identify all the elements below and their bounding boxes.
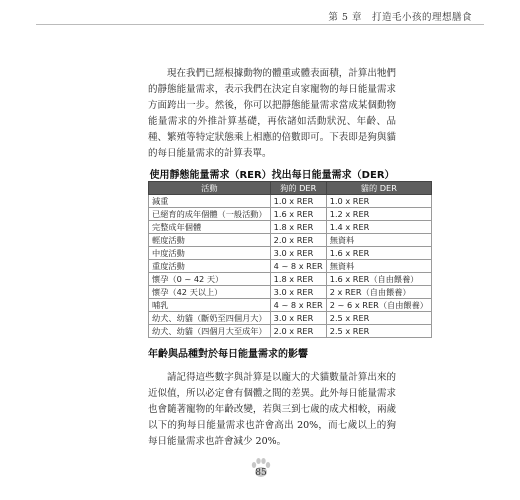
cat-der-cell: 1.6 x RER（自由餵養） xyxy=(326,273,431,286)
activity-cell: 幼犬、幼貓（斷奶至四個月大） xyxy=(149,312,271,325)
activity-cell: 懷孕（42 天以上） xyxy=(149,286,271,299)
table-row xyxy=(149,221,432,234)
page-number: 85 xyxy=(255,468,267,478)
dog-der-cell: 1.0 x RER xyxy=(270,195,326,208)
activity-cell: 已絕育的成年個體（一般活動） xyxy=(149,208,271,221)
dog-der-cell: 3.0 x RER xyxy=(270,286,326,299)
dog-der-cell: 2.0 x RER xyxy=(270,325,326,338)
der-table xyxy=(148,181,432,338)
cat-der-cell: 1.6 x RER xyxy=(326,247,431,260)
activity-cell: 哺乳 xyxy=(149,299,271,312)
dog-der-cell: 1.6 x RER xyxy=(270,208,326,221)
dog-der-cell: 4 ~ 8 x RER xyxy=(270,299,326,312)
activity-cell: 減重 xyxy=(149,195,271,208)
dog-der-cell: 1.8 x RER xyxy=(270,273,326,286)
table-title: 使用靜態能量需求（RER）找出每日能量需求（DER） xyxy=(149,170,395,181)
table-row xyxy=(149,273,432,286)
table-row xyxy=(149,195,432,208)
chapter-header: 第 5 章 打造毛小孩的理想膳食 xyxy=(328,12,472,23)
table-header-row xyxy=(149,182,432,195)
activity-cell: 重度活動 xyxy=(149,260,271,273)
table-row xyxy=(149,325,432,338)
header-cat-der: 貓的 DER xyxy=(326,182,431,195)
header-activity: 活動 xyxy=(149,182,271,195)
table-row xyxy=(149,286,432,299)
table-row xyxy=(149,260,432,273)
header-dog-der: 狗的 DER xyxy=(270,182,326,195)
dog-der-cell: 3.0 x RER xyxy=(270,312,326,325)
cat-der-cell: 1.2 x RER xyxy=(326,208,431,221)
activity-cell: 中度活動 xyxy=(149,247,271,260)
cat-der-cell: 無資料 xyxy=(326,260,431,273)
section-heading: 年齡與品種對於每日能量需求的影響 xyxy=(148,349,308,360)
dog-der-cell: 3.0 x RER xyxy=(270,247,326,260)
activity-cell: 懷孕（0 ~ 42 天） xyxy=(149,273,271,286)
cat-der-cell: 2 ~ 6 x RER（自由餵養） xyxy=(326,299,431,312)
cat-der-cell: 2 x RER（自由餵養） xyxy=(326,286,431,299)
body-paragraph: 請記得這些數字與計算是以龐大的犬貓數量計算出來的近似值，所以必定會有個體之間的差異。此外每日能量需求也會隨著寵物的年齡改變，若與三到七歲的成犬相較，兩歲以下的狗每日能量需求也許會高出 20%，而七歲以上的狗每日能量需求也許會減少 20%。 xyxy=(148,372,396,447)
cat-der-cell: 1.4 x RER xyxy=(326,221,431,234)
cat-der-cell: 2.5 x RER xyxy=(326,312,431,325)
table-row xyxy=(149,312,432,325)
table-row xyxy=(149,247,432,260)
cat-der-cell: 1.0 x RER xyxy=(326,195,431,208)
activity-cell: 輕度活動 xyxy=(149,234,271,247)
cat-der-cell: 2.5 x RER xyxy=(326,325,431,338)
header-divider xyxy=(36,24,484,25)
dog-der-cell: 1.8 x RER xyxy=(270,221,326,234)
dog-der-cell: 4 ~ 8 x RER xyxy=(270,260,326,273)
activity-cell: 幼犬、幼貓（四個月大至成年） xyxy=(149,325,271,338)
table-row xyxy=(149,299,432,312)
cat-der-cell: 無資料 xyxy=(326,234,431,247)
dog-der-cell: 2.0 x RER xyxy=(270,234,326,247)
intro-paragraph: 現在我們已經根據動物的體重或體表面積，計算出牠們的靜態能量需求，表示我們在決定自家寵物的每日能量需求方面跨出一步。然後，你可以把靜態能量需求當成某個動物能量需求的外推計算基礎，再依諸如活動狀況、年齡、品種、繁殖等特定狀態乘上相應的倍數即可。下表即是狗與貓的每日能量需求的計算表單。 xyxy=(148,68,396,159)
table-row xyxy=(149,208,432,221)
table-row xyxy=(149,234,432,247)
activity-cell: 完整成年個體 xyxy=(149,221,271,234)
